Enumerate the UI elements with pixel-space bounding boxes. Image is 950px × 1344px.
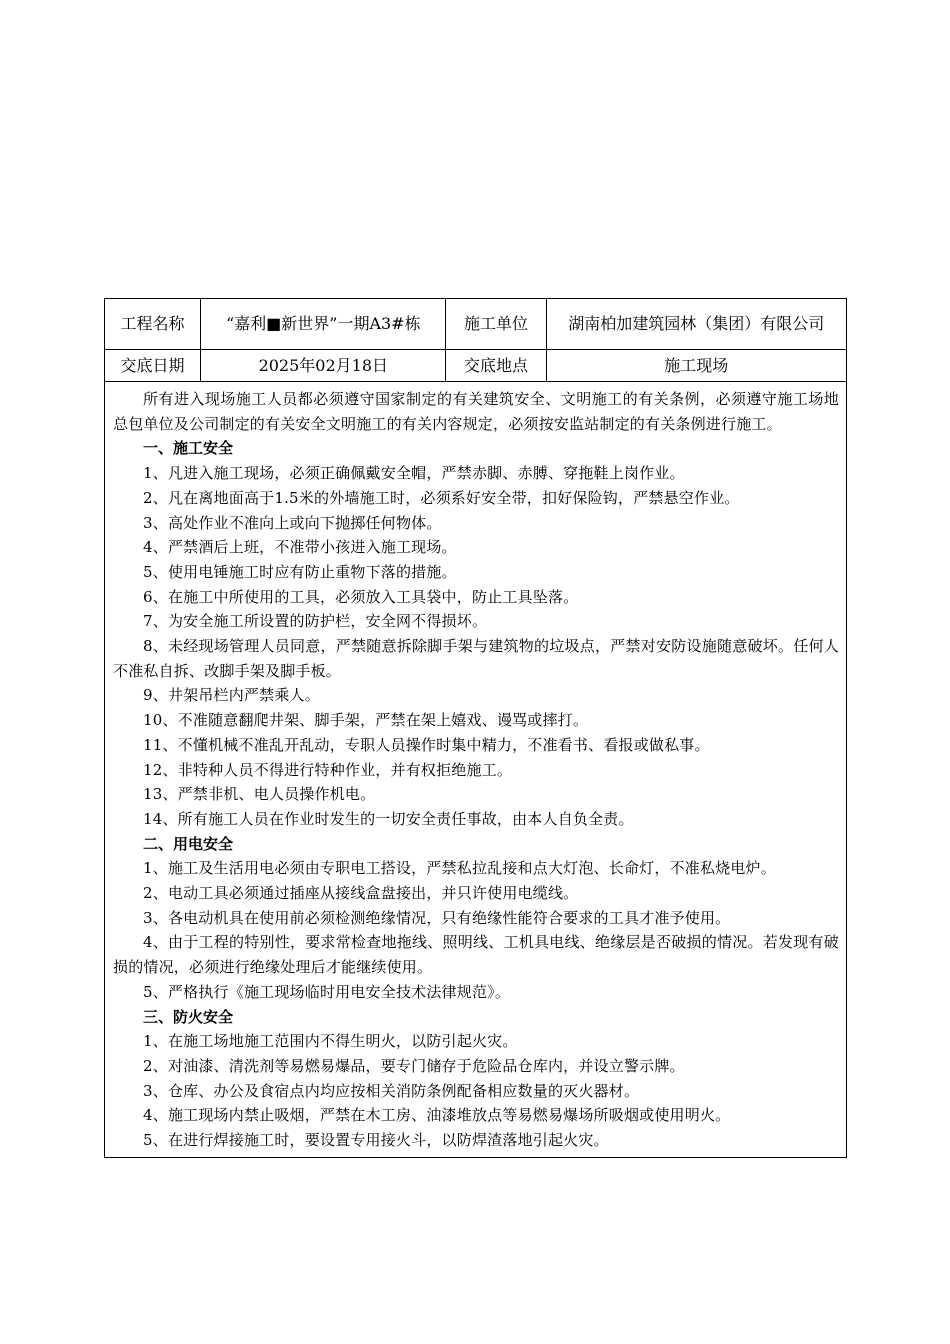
- intro-paragraph: 所有进入现场施工人员都必须遵守国家制定的有关建筑安全、文明施工的有关条例，必须遵守施工场地总包单位及公司制定的有关安全文明施工的有关内容规定，必须按安监站制定的有关条例进行施工。: [113, 390, 839, 433]
- list-item: 4、由于工程的特别性，要求常检查地拖线、照明线、工机具电线、绝缘层是否破损的情况。若发现有破损的情况，必须进行绝缘处理后才能继续使用。: [113, 933, 839, 977]
- project-name-value: “嘉利■新世界”一期A3#栋: [201, 299, 446, 350]
- location-label: 交底地点: [446, 350, 546, 382]
- list-item: 4、严禁酒后上班，不准带小孩进入施工现场。: [143, 538, 457, 557]
- date-label: 交底日期: [105, 350, 201, 382]
- list-item: 2、电动工具必须通过插座从接线盒盘接出，并只许使用电缆线。: [143, 884, 579, 903]
- content-row: [105, 382, 847, 1158]
- list-item: 2、凡在离地面高于1.5米的外墙施工时，必须系好安全带，扣好保险钩，严禁悬空作业。: [143, 488, 740, 507]
- content-cell: [105, 382, 847, 1158]
- section-electrical-safety: [113, 832, 839, 1005]
- section-construction-safety: [113, 436, 839, 831]
- list-item: 12、非特种人员不得进行特种作业，并有权拒绝施工。: [143, 760, 513, 779]
- header-row-project: [105, 299, 847, 350]
- list-item: 8、未经现场管理人员同意，严禁随意拆除脚手架与建筑物的垃圾点，严禁对安防设施随意破坏。任何人不准私自拆、改脚手架及脚手板。: [113, 637, 839, 680]
- safety-briefing-table: [104, 298, 847, 1158]
- date-value: 2025年02月18日: [201, 350, 446, 382]
- list-item: 3、仓库、办公及食宿点内均应按相关消防条例配备相应数量的灭火器材。: [143, 1081, 640, 1100]
- list-item: 2、对油漆、清洗剂等易燃易爆品，要专门储存于危险品仓库内，并设立警示牌。: [143, 1056, 685, 1075]
- list-item: 9、井架吊栏内严禁乘人。: [143, 686, 320, 705]
- list-item: 1、施工及生活用电必须由专职电工搭设，严禁私拉乱接和点大灯泡、长命灯，不准私烧电炉。: [143, 859, 776, 878]
- section-fire-safety: [113, 1005, 839, 1153]
- list-item: 3、高处作业不准向上或向下抛掷任何物体。: [143, 513, 442, 532]
- list-item: 5、严格执行《施工现场临时用电安全技术法律规范》。: [143, 982, 511, 1001]
- list-item: 10、不准随意翻爬井架、脚手架，严禁在架上嬉戏、谩骂或摔打。: [143, 711, 589, 730]
- list-item: 5、在进行焊接施工时，要设置专用接火斗，以防焊渣落地引起火灾。: [143, 1131, 609, 1150]
- section-title: 一、施工安全: [143, 439, 234, 458]
- contractor-value: 湖南柏加建筑园林（集团）有限公司: [546, 299, 846, 350]
- list-item: 1、凡进入施工现场，必须正确佩戴安全帽，严禁赤脚、赤膊、穿拖鞋上岗作业。: [143, 464, 685, 483]
- list-item: 3、各电动机具在使用前必须检测绝缘情况，只有绝缘性能符合要求的工具才准予使用。: [143, 908, 731, 927]
- section-title: 二、用电安全: [143, 834, 234, 853]
- list-item: 14、所有施工人员在作业时发生的一切安全责任事故，由本人自负全责。: [143, 809, 634, 828]
- header-row-date: [105, 350, 847, 382]
- section-title: 三、防火安全: [143, 1007, 234, 1026]
- location-value: 施工现场: [546, 350, 846, 382]
- list-item: 4、施工现场内禁止吸烟，严禁在木工房、油漆堆放点等易燃易爆场所吸烟或使用明火。: [143, 1106, 731, 1125]
- list-item: 13、严禁非机、电人员操作机电。: [143, 785, 376, 804]
- list-item: 1、在施工场地施工范围内不得生明火，以防引起火灾。: [143, 1032, 518, 1051]
- list-item: 7、为安全施工所设置的防护栏，安全网不得损坏。: [143, 612, 488, 631]
- list-item: 11、不懂机械不准乱开乱动，专职人员操作时集中精力，不准看书、看报或做私事。: [143, 735, 710, 754]
- list-item: 5、使用电锤施工时应有防止重物下落的措施。: [143, 562, 457, 581]
- list-item: 6、在施工中所使用的工具，必须放入工具袋中，防止工具坠落。: [143, 587, 579, 606]
- project-name-label: 工程名称: [105, 299, 201, 350]
- contractor-label: 施工单位: [446, 299, 546, 350]
